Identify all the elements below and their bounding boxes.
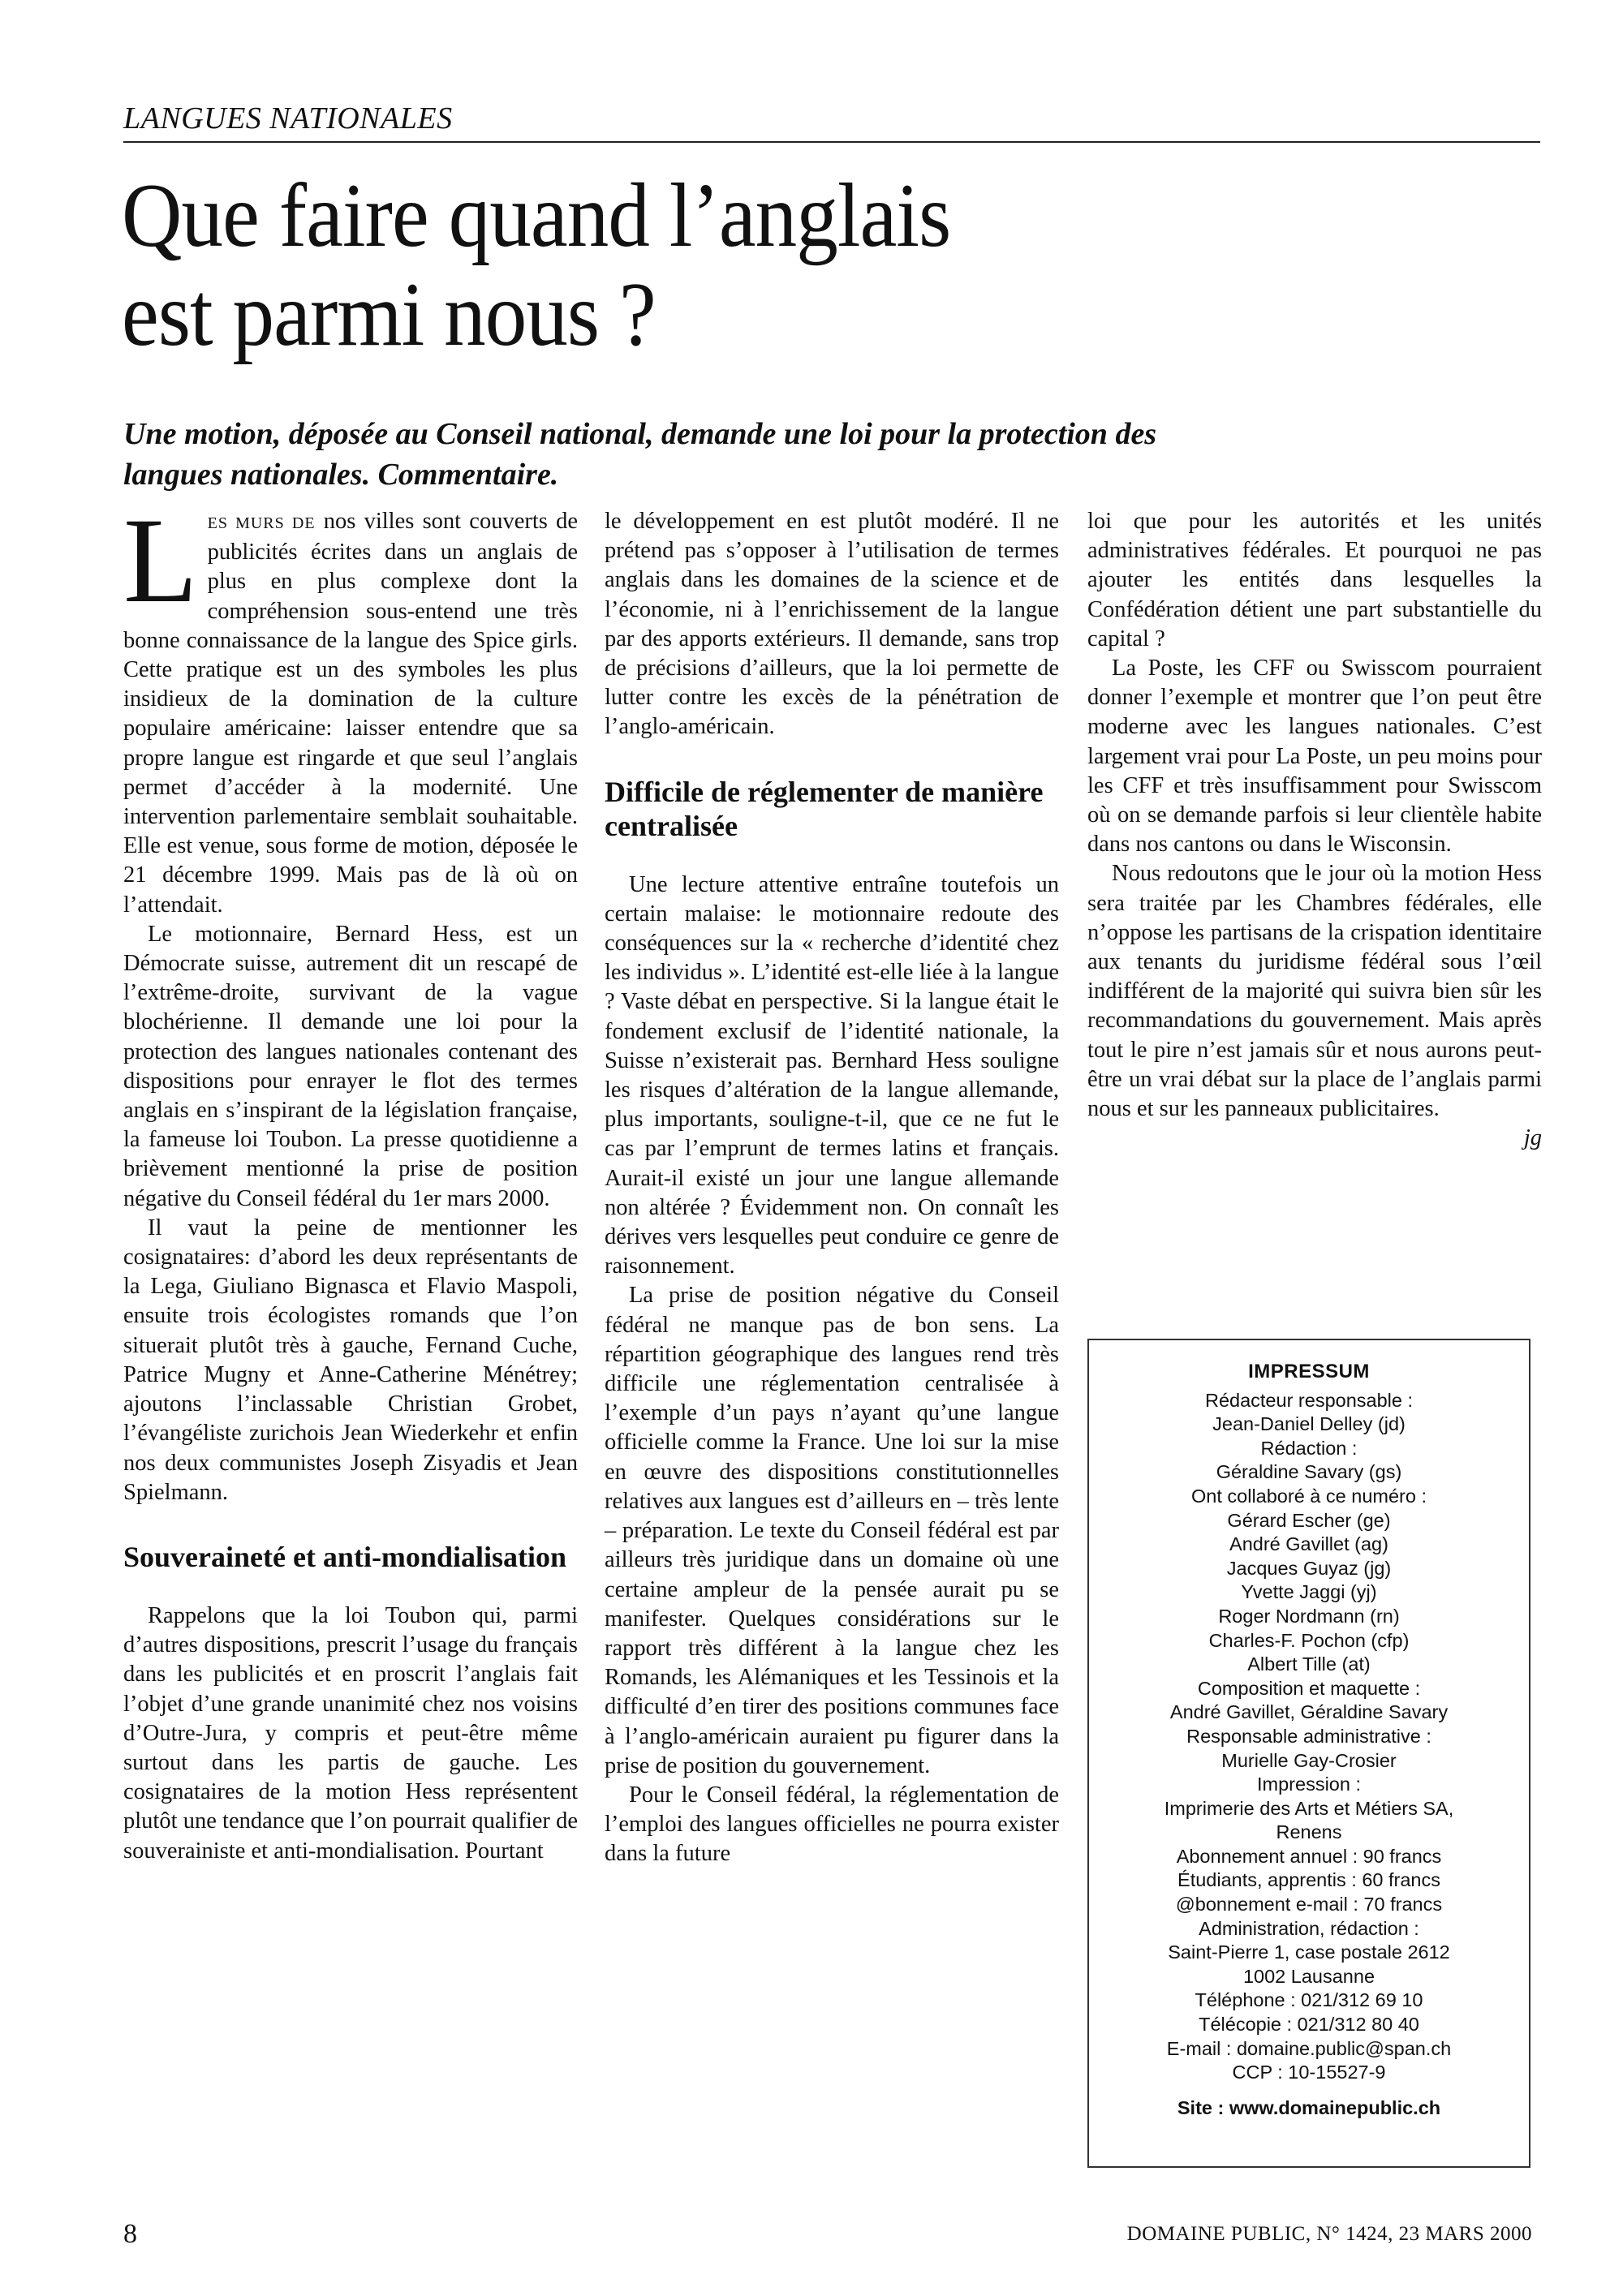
- author-signature: jg: [1523, 1125, 1542, 1151]
- impressum-line: Rédacteur responsable :: [1204, 1389, 1414, 1411]
- subheading-1: Souveraineté et anti-mondialisation: [123, 1540, 566, 1573]
- paragraph-2: Le motionnaire, Bernard Hess, est un Démocrate suisse, autrement dit un rescapé de l’extrême-droite, survivant de la vague blochérienne. Il demande une loi pour la protection des langues nationales contenant des dispositions pour enrayer le flot des termes anglais en s’inspirant de la législation française, la fameuse loi Toubon. La presse quotidienne a brièvement mentionné la prise de position négative du Conseil fédéral du 1er mars 2000.: [123, 921, 578, 1211]
- impressum-title: IMPRESSUM: [1248, 1361, 1370, 1382]
- impressum-line: Gérard Escher (ge): [1227, 1509, 1391, 1531]
- impressum-line: Murielle Gay-Crosier: [1221, 1749, 1397, 1771]
- title-line-2: est parmi nous ?: [122, 264, 656, 365]
- paragraph-6: Une lecture attentive entraîne toutefois un certain malaise: le motionnaire redoute des conséquences sur la « recherche d’identité chez les individus ». L’identité est-elle liée à la langue ? Vaste débat en perspective. Si la langue était le fondement exclusif de l’identité nationale, la Suisse n’existerait pas. Bernhard Hess souligne les risques d’altération de la langue allemande, plus importants, souligne-t-il, que ce ne fut le cas par l’emprunt de termes latins et français. Aurait-il existé un jour une langue allemande non altérée ? Évidemment non. On connaît les dérives vers lesquelles peut conduire ce genre de raisonnement.: [605, 871, 1059, 1279]
- section-rubric: LANGUES NATIONALES: [123, 102, 1540, 143]
- impressum-line: Responsable administrative :: [1186, 1725, 1431, 1747]
- impressum-line: 1002 Lausanne: [1242, 1965, 1375, 1987]
- impressum-line: Abonnement annuel : 90 francs: [1176, 1845, 1442, 1867]
- impressum-line: Ont collaboré à ce numéro :: [1191, 1485, 1427, 1507]
- impressum-line: Renens: [1276, 1821, 1342, 1843]
- paragraph-1: [123, 493, 578, 920]
- opening-small-caps: ES MURS DE: [207, 514, 316, 532]
- impressum-line: CCP : 10-15527-9: [1232, 2062, 1386, 2083]
- impressum-line: @bonnement e-mail : 70 francs: [1175, 1894, 1443, 1915]
- publication-footer: DOMAINE PUBLIC, N° 1424, 23 MARS 2000: [1126, 2223, 1532, 2245]
- impressum-line: Jean-Daniel Delley (jd): [1212, 1413, 1406, 1435]
- impressum-line: Yvette Jaggi (yj): [1241, 1581, 1377, 1603]
- impressum-line: André Gavillet, Géraldine Savary: [1169, 1701, 1449, 1723]
- impressum-line: Géraldine Savary (gs): [1216, 1461, 1402, 1483]
- impressum-line: Téléphone : 021/312 69 10: [1195, 1989, 1423, 2011]
- page-number: 8: [123, 2219, 137, 2249]
- impressum-line: Impression :: [1257, 1774, 1361, 1795]
- paragraph-5: le développement en est plutôt modéré. Il ne prétend pas s’opposer à l’utilisation de termes anglais dans les domaines de la science et de l’économie, ni à l’enrichissement de la langue par des apports extérieurs. Il demande, sans trop de précisions d’ailleurs, que la loi permette de lutter contre les excès de la pénétration de l’anglo-américain.: [605, 509, 1059, 740]
- impressum-line: E-mail : domaine.public@span.ch: [1166, 2037, 1452, 2059]
- impressum-line: Étudiants, apprentis : 60 francs: [1177, 1869, 1440, 1891]
- paragraph-7: La prise de position négative du Conseil fédéral ne manque pas de bon sens. La répartition géographique des langues rend très difficile une réglementation centralisée à l’exemple d’un pays n’ayant qu’une langue officielle comme la France. Une loi sur la mise en œuvre des dispositions constitutionnelles relatives aux langues est d’ailleurs en – très lente – préparation. Le texte du Conseil fédéral est par ailleurs très juridique dans un domaine où une certaine ampleur de la pensée aurait pu se manifester. Quelques considérations sur le rapport très différent à la langue chez les Romands, les Alémaniques et les Tessinois et la difficulté d’en tirer des positions communes face à l’anglo-américain auraient pu figurer dans la prise de position du gouvernement.: [605, 1283, 1059, 1778]
- paragraph-1-text: nos villes sont couverts de publicités écrites dans un anglais de plus en plus complexe dont la compréhension sous-entend une très bonne connaissance de la langue des Spice girls. Cette pratique est un des symboles les plus insidieux de la domination de la culture populaire américaine: laisser entendre que sa propre langue est ringarde et que seul l’anglais permet d’accéder à la modernité. Une intervention parlementaire semblait souhaitable. Elle est venue, sous forme de motion, déposée le 21 décembre 1999. Mais pas de là où on l’attendait.: [123, 509, 578, 918]
- impressum-line: Rédaction :: [1260, 1437, 1358, 1459]
- impressum-lines: [1089, 1389, 1529, 2085]
- column-1: [123, 493, 578, 1866]
- column-2: [605, 507, 1059, 1869]
- impressum-line: Jacques Guyaz (jg): [1226, 1557, 1392, 1579]
- paragraph-3: Il vaut la peine de mentionner les cosignataires: d’abord les deux représentants de la Lega, Giuliano Bignasca et Flavio Maspoli, ensuite trois écologistes romands que l’on situerait plutôt très à gauche, Fernand Cuche, Patrice Mugny et Anne-Catherine Ménétrey; ajoutons l’inclassable Christian Grobet, l’évangéliste zurichois Jean Wiederkehr et enfin nos deux communistes Joseph Zisyadis et Jean Spielmann.: [123, 1215, 578, 1505]
- impressum-site-link[interactable]: Site : www.domainepublic.ch: [1177, 2096, 1441, 2118]
- impressum-line: Saint-Pierre 1, case postale 2612: [1168, 1941, 1450, 1963]
- impressum-line: Imprimerie des Arts et Métiers SA,: [1164, 1797, 1454, 1819]
- impressum-line: Roger Nordmann (rn): [1218, 1605, 1400, 1627]
- impressum-line: Administration, rédaction :: [1199, 1917, 1419, 1939]
- article-lead: Une motion, déposée au Conseil national, demande une loi pour la protection des langues nationales. Commentaire.: [123, 417, 1157, 492]
- article-title: [122, 166, 1316, 364]
- column-3: [1087, 507, 1542, 1153]
- paragraph-10: La Poste, les CFF ou Swisscom pourraient donner l’exemple et montrer que l’on peut être moderne avec les langues nationales. C’est largement vrai pour La Poste, un peu moins pour les CFF et très insuffisamment pour Swisscom où on se demande parfois si leur clientèle habite dans nos cantons ou dans le Wisconsin.: [1087, 656, 1542, 858]
- paragraph-11: Nous redoutons que le jour où la motion Hess sera traitée par les Chambres fédérales, elle n’oppose les partisans de la crispation identitaire aux tenants du juridisme fédéral sous l’œil indifférent de la majorité qui suivra bien sûr les recommandations du gouvernement. Mais après tout le pire n’est jamais sûr et nous aurons peut-être un vrai débat sur la place de l’anglais parmi nous et sur les panneaux publicitaires.: [1087, 861, 1542, 1122]
- paragraph-8: Pour le Conseil fédéral, la réglementation de l’emploi des langues officielles ne pourra exister dans la future: [605, 1782, 1059, 1867]
- subheading-2: Difficile de réglementer de manière centralisée: [605, 775, 1044, 842]
- paragraph-4: Rappelons que la loi Toubon qui, parmi d’autres dispositions, prescrit l’usage du français dans les publicités et en proscrit l’anglais fait l’objet d’une grande unanimité chez nos voisins d’Outre-Jura, y compris et peut-être même surtout dans les partis de gauche. Les cosignataires de la motion Hess représentent plutôt une tendance que l’on pourrait qualifier de souverainiste et anti-mondialisation. Pourtant: [123, 1602, 578, 1864]
- impressum-line: Composition et maquette :: [1197, 1677, 1421, 1699]
- impressum-line: Charles-F. Pochon (cfp): [1208, 1629, 1410, 1651]
- impressum-line: André Gavillet (ag): [1229, 1533, 1388, 1555]
- paragraph-9: loi que pour les autorités et les unités administratives fédérales. Et pourquoi ne pas ajouter les entités dans lesquelles la Confédération détient une part substantielle du capital ?: [1087, 509, 1542, 651]
- title-line-1: Que faire quand l’anglais: [122, 166, 951, 266]
- drop-cap: L: [123, 493, 198, 628]
- impressum-box: [1087, 1339, 1530, 2168]
- impressum-line: Télécopie : 021/312 80 40: [1199, 2014, 1419, 2036]
- impressum-line: Albert Tille (at): [1247, 1653, 1371, 1675]
